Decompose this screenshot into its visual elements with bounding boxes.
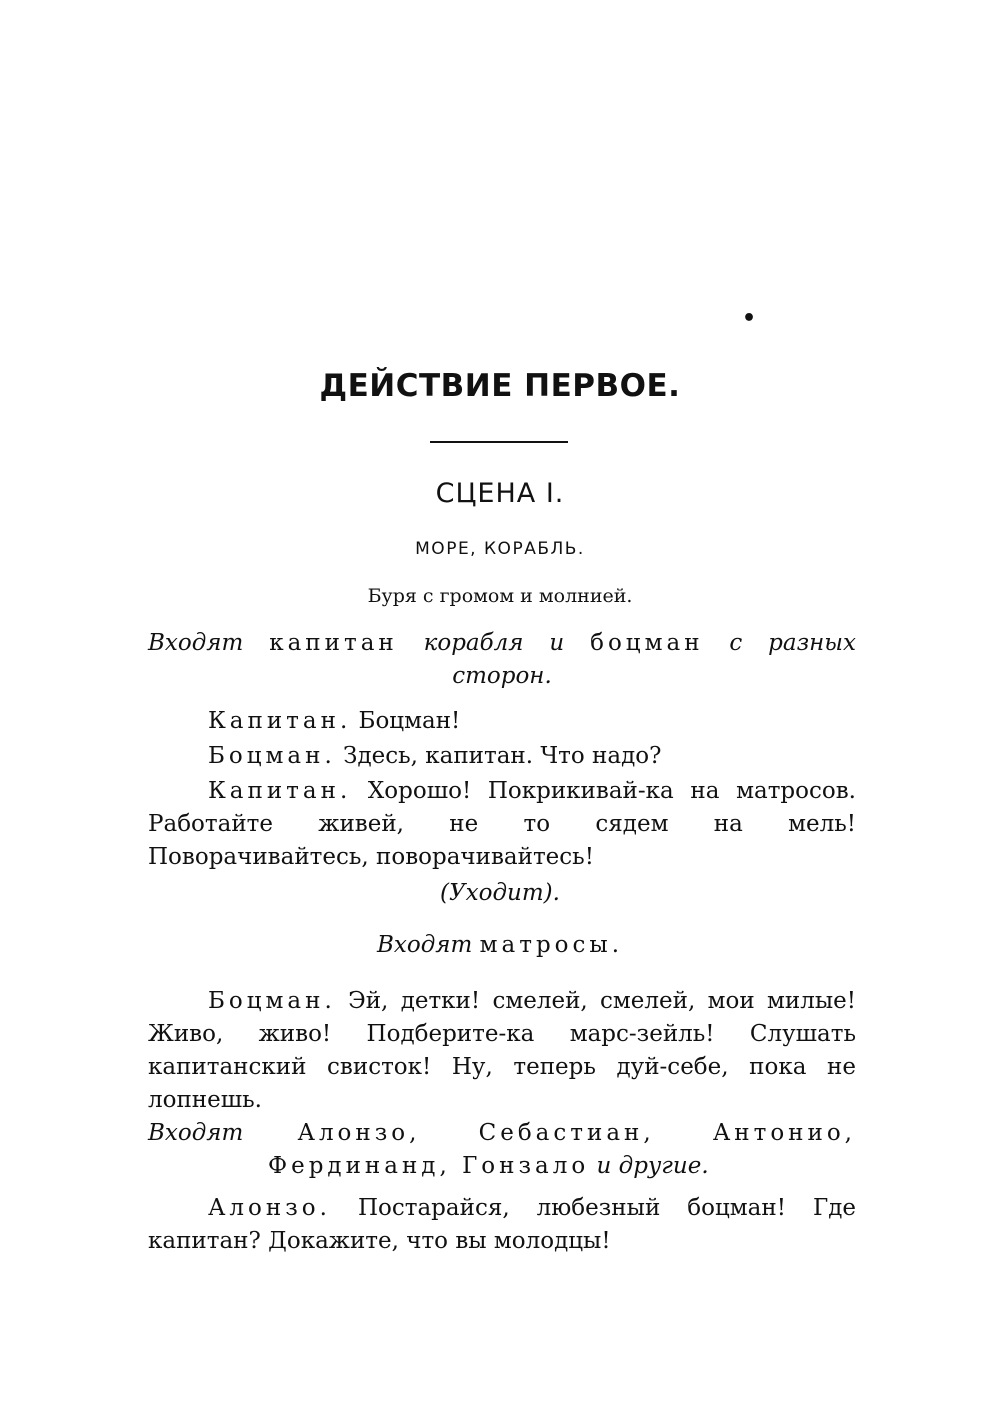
dialogue-line-1 bbox=[148, 705, 856, 738]
stage-direction-2 bbox=[0, 932, 1000, 958]
speaker-name: Боцман. bbox=[208, 743, 336, 769]
speaker-name: Капитан. bbox=[208, 778, 352, 804]
speech-text: Здесь, капитан. Что надо? bbox=[335, 743, 662, 769]
speech-text: Постарайся, любезный боцман! Где капитан? Докажите, что вы молодцы! bbox=[148, 1195, 856, 1254]
stage-word: с разных bbox=[729, 630, 856, 656]
stage-word: Входят bbox=[148, 1120, 244, 1146]
stage-word: корабля и bbox=[423, 630, 565, 656]
stage-word: Входят bbox=[148, 630, 244, 656]
stage-direction-3 bbox=[148, 1117, 856, 1183]
exit-text: (Уходит). bbox=[440, 880, 560, 906]
stage-character: матросы. bbox=[479, 932, 624, 958]
dialogue-line-4 bbox=[148, 985, 856, 1117]
speaker-name: Капитан. bbox=[208, 708, 352, 734]
dialogue-line-3 bbox=[148, 775, 856, 874]
stage-word: и другие. bbox=[596, 1153, 709, 1179]
act-title: ДЕЙСТВИЕ ПЕРВОЕ. bbox=[319, 368, 681, 404]
dialogue-line-2 bbox=[148, 740, 856, 773]
stage-word: сторон. bbox=[452, 663, 552, 689]
stage-direction-1 bbox=[148, 627, 856, 693]
dialogue-line-5 bbox=[148, 1192, 856, 1258]
scene-title: СЦЕНА I. bbox=[435, 478, 565, 509]
scene-setting: МОРЕ, КОРАБЛЬ. bbox=[415, 539, 585, 559]
stage-character: боцман bbox=[590, 630, 704, 656]
speech-text: Эй, детки! смелей, смелей, мои милые! Живо, живо! Подберите-ка марс-зейль! Слушать капитанский свисток! Ну, теперь дуй-себе, пока не лопнешь. bbox=[148, 988, 856, 1113]
speech-text: Боцман! bbox=[351, 708, 461, 734]
stage-character: Алонзо, Себастиан, Антонио, Фердинанд, Гонзало bbox=[268, 1120, 856, 1179]
speech-text: Хорошо! Покрикивай-ка на матросов. Работайте живей, не то сядем на мель! Поворачивайтесь, поворачивайтесь! bbox=[148, 778, 856, 870]
print-mark: • bbox=[742, 306, 757, 331]
speaker-name: Алонзо. bbox=[208, 1195, 331, 1221]
exit-direction bbox=[0, 880, 1000, 906]
scene-weather: Буря с громом и молнией. bbox=[367, 585, 633, 607]
title-divider bbox=[430, 441, 568, 443]
speaker-name: Боцман. bbox=[208, 988, 336, 1014]
stage-word: Входят bbox=[376, 932, 473, 958]
stage-character: капитан bbox=[269, 630, 398, 656]
